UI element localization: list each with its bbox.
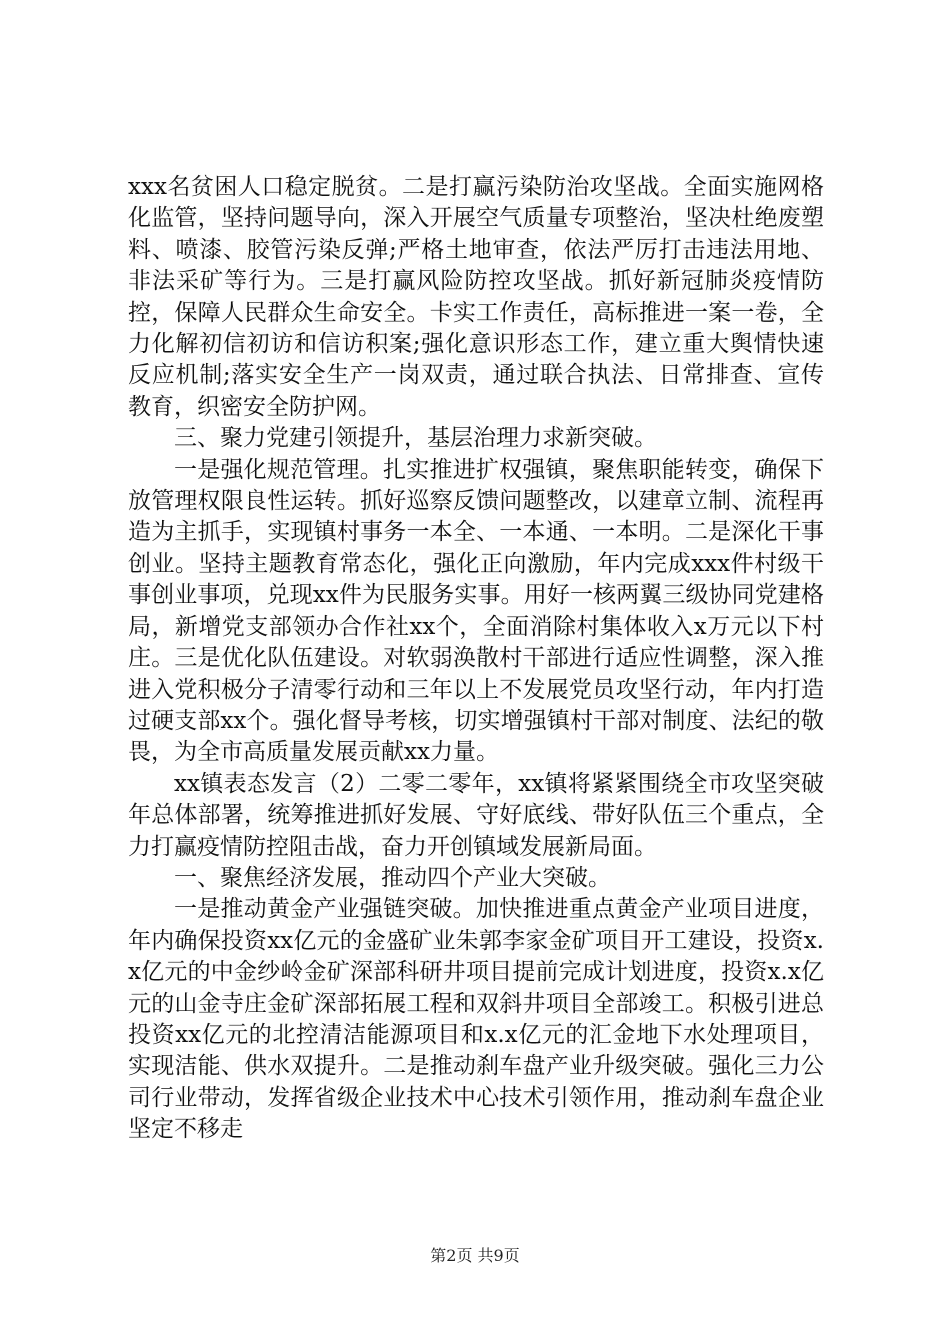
body-paragraph: xx镇表态发言（2）二零二零年，xx镇将紧紧围绕全市攻坚突破年总体部署，统筹推进抓好发展、守好底线、带好队伍三个重点，全力打赢疫情防控阻击战，奋力开创镇域发展新局面。 (128, 770, 824, 860)
body-paragraph: xxx名贫困人口稳定脱贫。二是打赢污染防治攻坚战。全面实施网格化监管，坚持问题导向，深入开展空气质量专项整治，坚决杜绝废塑料、喷漆、胶管污染反弹;严格土地审查，依法严厉打击违法用地、非法采矿等行为。三是打赢风险防控攻坚战。抓好新冠肺炎疫情防控，保障人民群众生命安全。卡实工作责任，高标推进一案一卷，全力化解初信初访和信访积案;强化意识形态工作，建立重大舆情快速反应机制;落实安全生产一岗双责，通过联合执法、日常排查、宣传教育，织密安全防护网。 (128, 174, 824, 420)
body-paragraph: 一是强化规范管理。扎实推进扩权强镇，聚焦职能转变，确保下放管理权限良性运转。抓好巡察反馈问题整改，以建章立制、流程再造为主抓手，实现镇村事务一本全、一本通、一本明。二是深化干事创业。坚持主题教育常态化，强化正向激励，年内完成xxx件村级干事创业事项，兑现xx件为民服务实事。用好一核两翼三级协同党建格局，新增党支部领办合作社xx个，全面消除村集体收入x万元以下村庄。三是优化队伍建设。对软弱涣散村干部进行适应性调整，深入推进入党积极分子清零行动和三年以上不发展党员攻坚行动，年内打造过硬支部xx个。强化督导考核，切实增强镇村干部对制度、法纪的敬畏，为全市高质量发展贡献xx力量。 (128, 456, 824, 766)
section-heading: 一、聚焦经济发展，推动四个产业大突破。 (174, 864, 611, 891)
document-body (128, 172, 824, 1146)
section-heading: 三、聚力党建引领提升，基层治理力求新突破。 (174, 425, 657, 452)
body-paragraph: 一是推动黄金产业强链突破。加快推进重点黄金产业项目进度，年内确保投资xx亿元的金盛矿业朱郭李家金矿项目开工建设，投资x.x亿元的中金纱岭金矿深部科研井项目提前完成计划进度，投资x.x亿元的山金寺庄金矿深部拓展工程和双斜井项目全部竣工。积极引进总投资xx亿元的北控清洁能源项目和x.x亿元的汇金地下水处理项目，实现洁能、供水双提升。二是推动刹车盘产业升级突破。强化三力公司行业带动，发挥省级企业技术中心技术引领作用，推动刹车盘企业坚定不移走 (128, 896, 824, 1143)
page-footer: 第2页 共9页 (430, 1246, 520, 1265)
